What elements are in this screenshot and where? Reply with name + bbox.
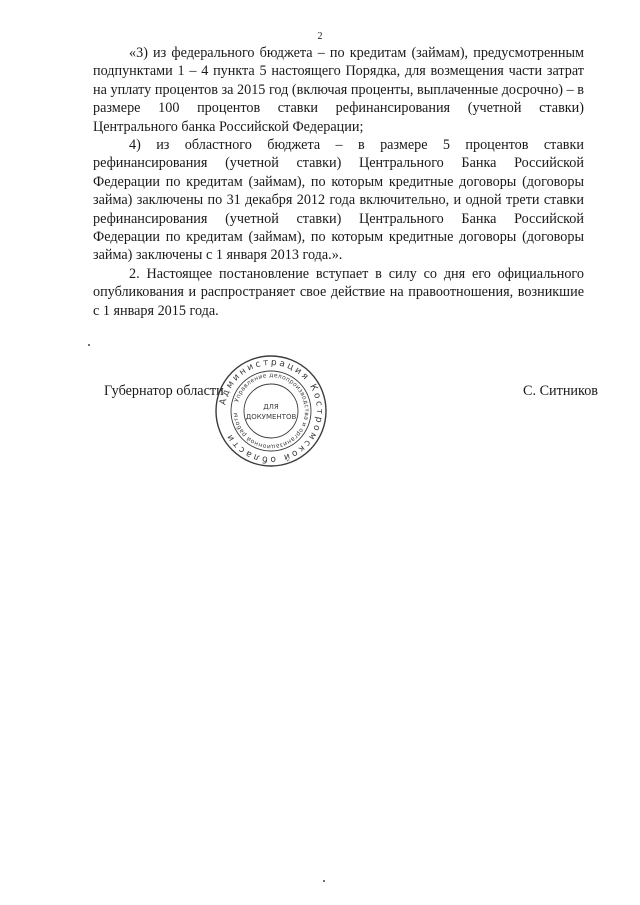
paragraph-item-3: «3) из федерального бюджета – по кредитам (займам), предусмотренным подпунктами 1 – 4 пункта 5 настоящего Порядка, для возмещения части затрат на уплату процентов за 2015 год (включая проценты, выплаченные досрочно) – в размере 100 процентов ставки рефинансирования (учетной ставки) Центрального банка Российской Федерации; [93,45,584,135]
signatory-name: С. Ситников [523,383,598,399]
official-stamp [213,353,329,469]
stamp-inner-text: Управление делопроизводства и организационной работы [231,371,311,451]
stamp-center-line-1: ДЛЯ [263,403,279,411]
scan-speck [88,344,90,346]
stamp-seal-icon [213,353,329,469]
paragraph-item-4: 4) из областного бюджета – в размере 5 процентов ставки рефинансирования (учетной ставки) Центрального Банка Российской Федерации по кредитам (займам), по которым кредитные договоры (договоры займа) заключены по 31 декабря 2012 года включительно, и одной трети ставки рефинансирования (учетной ставки) Центрального Банка Российской Федерации по кредитам (займам), по которым кредитные договоры (договоры займа) заключены с 1 января 2013 года.». [93,137,584,264]
scan-speck [323,880,325,882]
document-body [93,44,584,320]
signatory-title: Губернатор области [104,383,224,399]
page-number: 2 [317,31,323,42]
stamp-outer-text: Администрация Костромской области [218,357,325,465]
stamp-center-line-2: ДОКУМЕНТОВ [245,413,297,421]
paragraph-effective-date: 2. Настоящее постановление вступает в силу со дня его официального опубликования и распространяет свое действие на правоотношения, возникшие с 1 января 2015 года. [93,265,584,319]
